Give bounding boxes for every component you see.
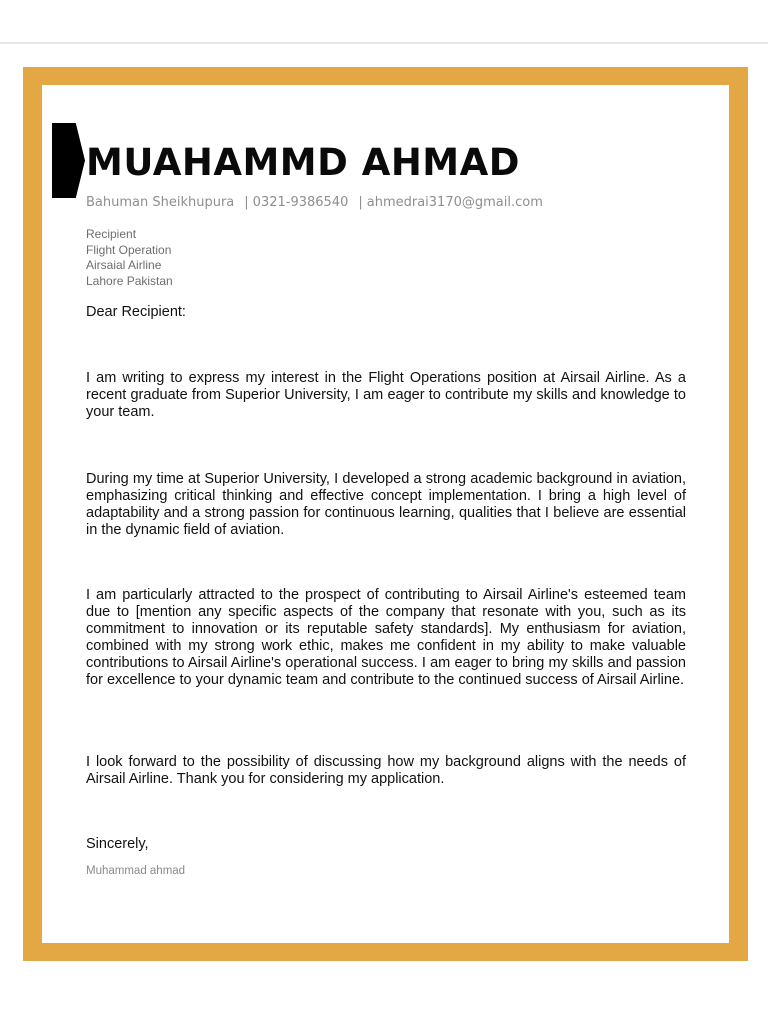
contact-separator: | <box>244 195 249 210</box>
closing: Sincerely, <box>86 836 149 852</box>
recipient-block <box>86 227 173 289</box>
recipient-line: Flight Operation <box>86 242 172 257</box>
body-paragraph: I am writing to express my interest in the Flight Operations position at Airsail Airline. As a recent graduate from Superior University, I am eager to contribute my skills and knowledge to your team. <box>86 370 686 420</box>
top-divider <box>0 42 768 44</box>
body-paragraph: I look forward to the possibility of discussing how my background aligns with the needs of Airsail Airline. Thank you for considering my application. <box>86 754 686 787</box>
applicant-name: MUAHAMMD AHMAD <box>86 141 520 184</box>
body-paragraph: I am particularly attracted to the prospect of contributing to Airsail Airline's esteemed team due to [mention any specific aspects of the company that resonate with you, such as its commitment to innovation or its reputable safety standards]. My enthusiasm for aviation, combined with my strong work ethic, makes me confident in my ability to make valuable contributions to Airsail Airline's operational success. I am eager to bring my skills and passion for excellence to your dynamic team and contribute to the continued success of Airsail Airline. <box>86 587 686 688</box>
salutation: Dear Recipient: <box>86 304 186 320</box>
recipient-line: Airsaial Airline <box>86 258 162 272</box>
recipient-line: Lahore Pakistan <box>86 273 173 288</box>
contact-separator: | <box>358 195 363 210</box>
contact-line <box>86 195 543 210</box>
contact-location: Bahuman Sheikhupura <box>86 195 235 210</box>
signature-name: Muhammad ahmad <box>86 865 186 877</box>
document-frame <box>23 67 748 961</box>
recipient-line: Recipient <box>86 227 137 241</box>
body-paragraph: During my time at Superior University, I developed a strong academic background in aviation, emphasizing critical thinking and effective concept implementation. I bring a high level of adaptability and a strong passion for continuous learning, qualities that I believe are essential in the dynamic field of aviation. <box>86 471 686 538</box>
contact-email: ahmedrai3170@gmail.com <box>366 195 543 210</box>
letter-page <box>42 85 729 943</box>
contact-phone: 0321-9386540 <box>252 195 349 210</box>
header-flag-decoration <box>52 123 85 198</box>
